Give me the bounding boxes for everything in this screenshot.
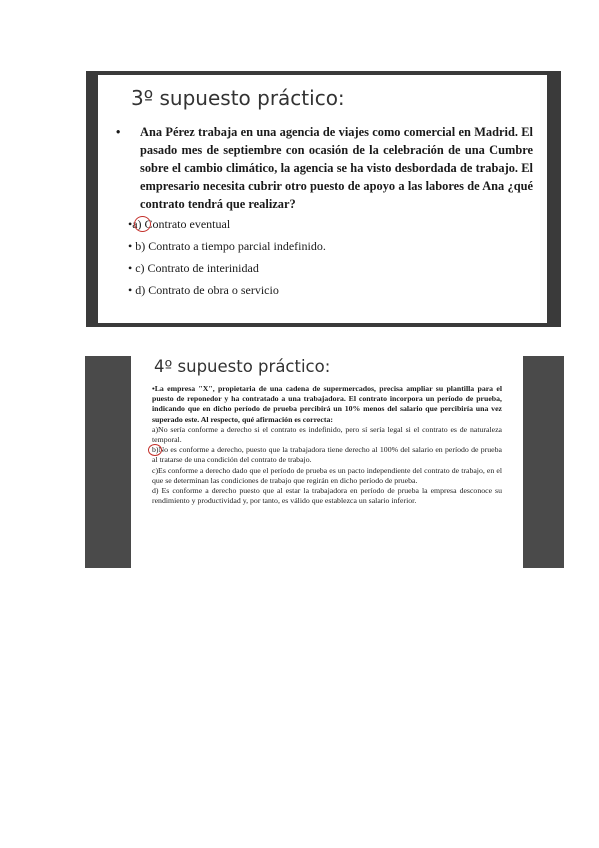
option-a: a)No sería conforme a derecho si el contrato es indefinido, pero sí sería legal si el contrato es de naturaleza temporal.: [152, 424, 502, 445]
question-text: Ana Pérez trabaja en una agencia de viajes como comercial en Madrid. El pasado mes de septiembre con ocasión de la celebración de una Cumbre sobre el cambio climático, la agencia se ha visto desbordada de trabajo. El empresario necesita cubrir otro puesto de apoyo a las labores de Ana ¿qué contrato tendrá que realizar?: [140, 125, 533, 211]
slide-4-question: •La empresa "X", propietaria de una cadena de supermercados, precisa ampliar su plantilla para el puesto de reponedor y ha contratado a una trabajadora. El contrato incorpora un período de prueba, indicando que en dicho período de prueba percibirá un 10% menos del salario que percibiría una vez superado este. Al respecto, qué afirmación es correcta:: [152, 384, 502, 424]
question-bullet: •: [116, 125, 121, 139]
option-b: [152, 445, 502, 465]
slide-3-options: [128, 213, 533, 301]
slide-4-title: 4º supuesto práctico:: [154, 357, 331, 376]
option-b: • b) Contrato a tiempo parcial indefinido.: [128, 239, 326, 253]
option-a-text: •a) Contrato eventual: [128, 217, 231, 231]
option-d: d) Es conforme a derecho puesto que al estar la trabajadora en período de prueba la empresa desconoce su rendimiento y productividad y, por tanto, es válido que establezca un salario inferior.: [152, 486, 502, 506]
option-c: c)Es conforme a derecho dado que el período de prueba es un pacto independiente del contrato de trabajo, en el que se determinan las condiciones de trabajo que regirán en dicho período de prueba.: [152, 465, 502, 485]
option-c: • c) Contrato de interinidad: [128, 261, 259, 275]
slide-3-title: 3º supuesto práctico:: [131, 86, 345, 110]
option-d: • d) Contrato de obra o servicio: [128, 283, 279, 297]
slide-3-question: [116, 123, 533, 213]
answer-circle-mark: [134, 216, 151, 232]
option-a: [128, 213, 533, 235]
slide-4-body: [152, 384, 502, 506]
option-b-text: b)No es conforme a derecho, puesto que la trabajadora tiene derecho al 100% del salario en período de prueba al tratarse de una condición del contrato de trabajo.: [152, 445, 502, 465]
slide-4: [131, 356, 523, 568]
slide-3: [98, 75, 547, 323]
answer-circle-mark: [148, 444, 162, 456]
